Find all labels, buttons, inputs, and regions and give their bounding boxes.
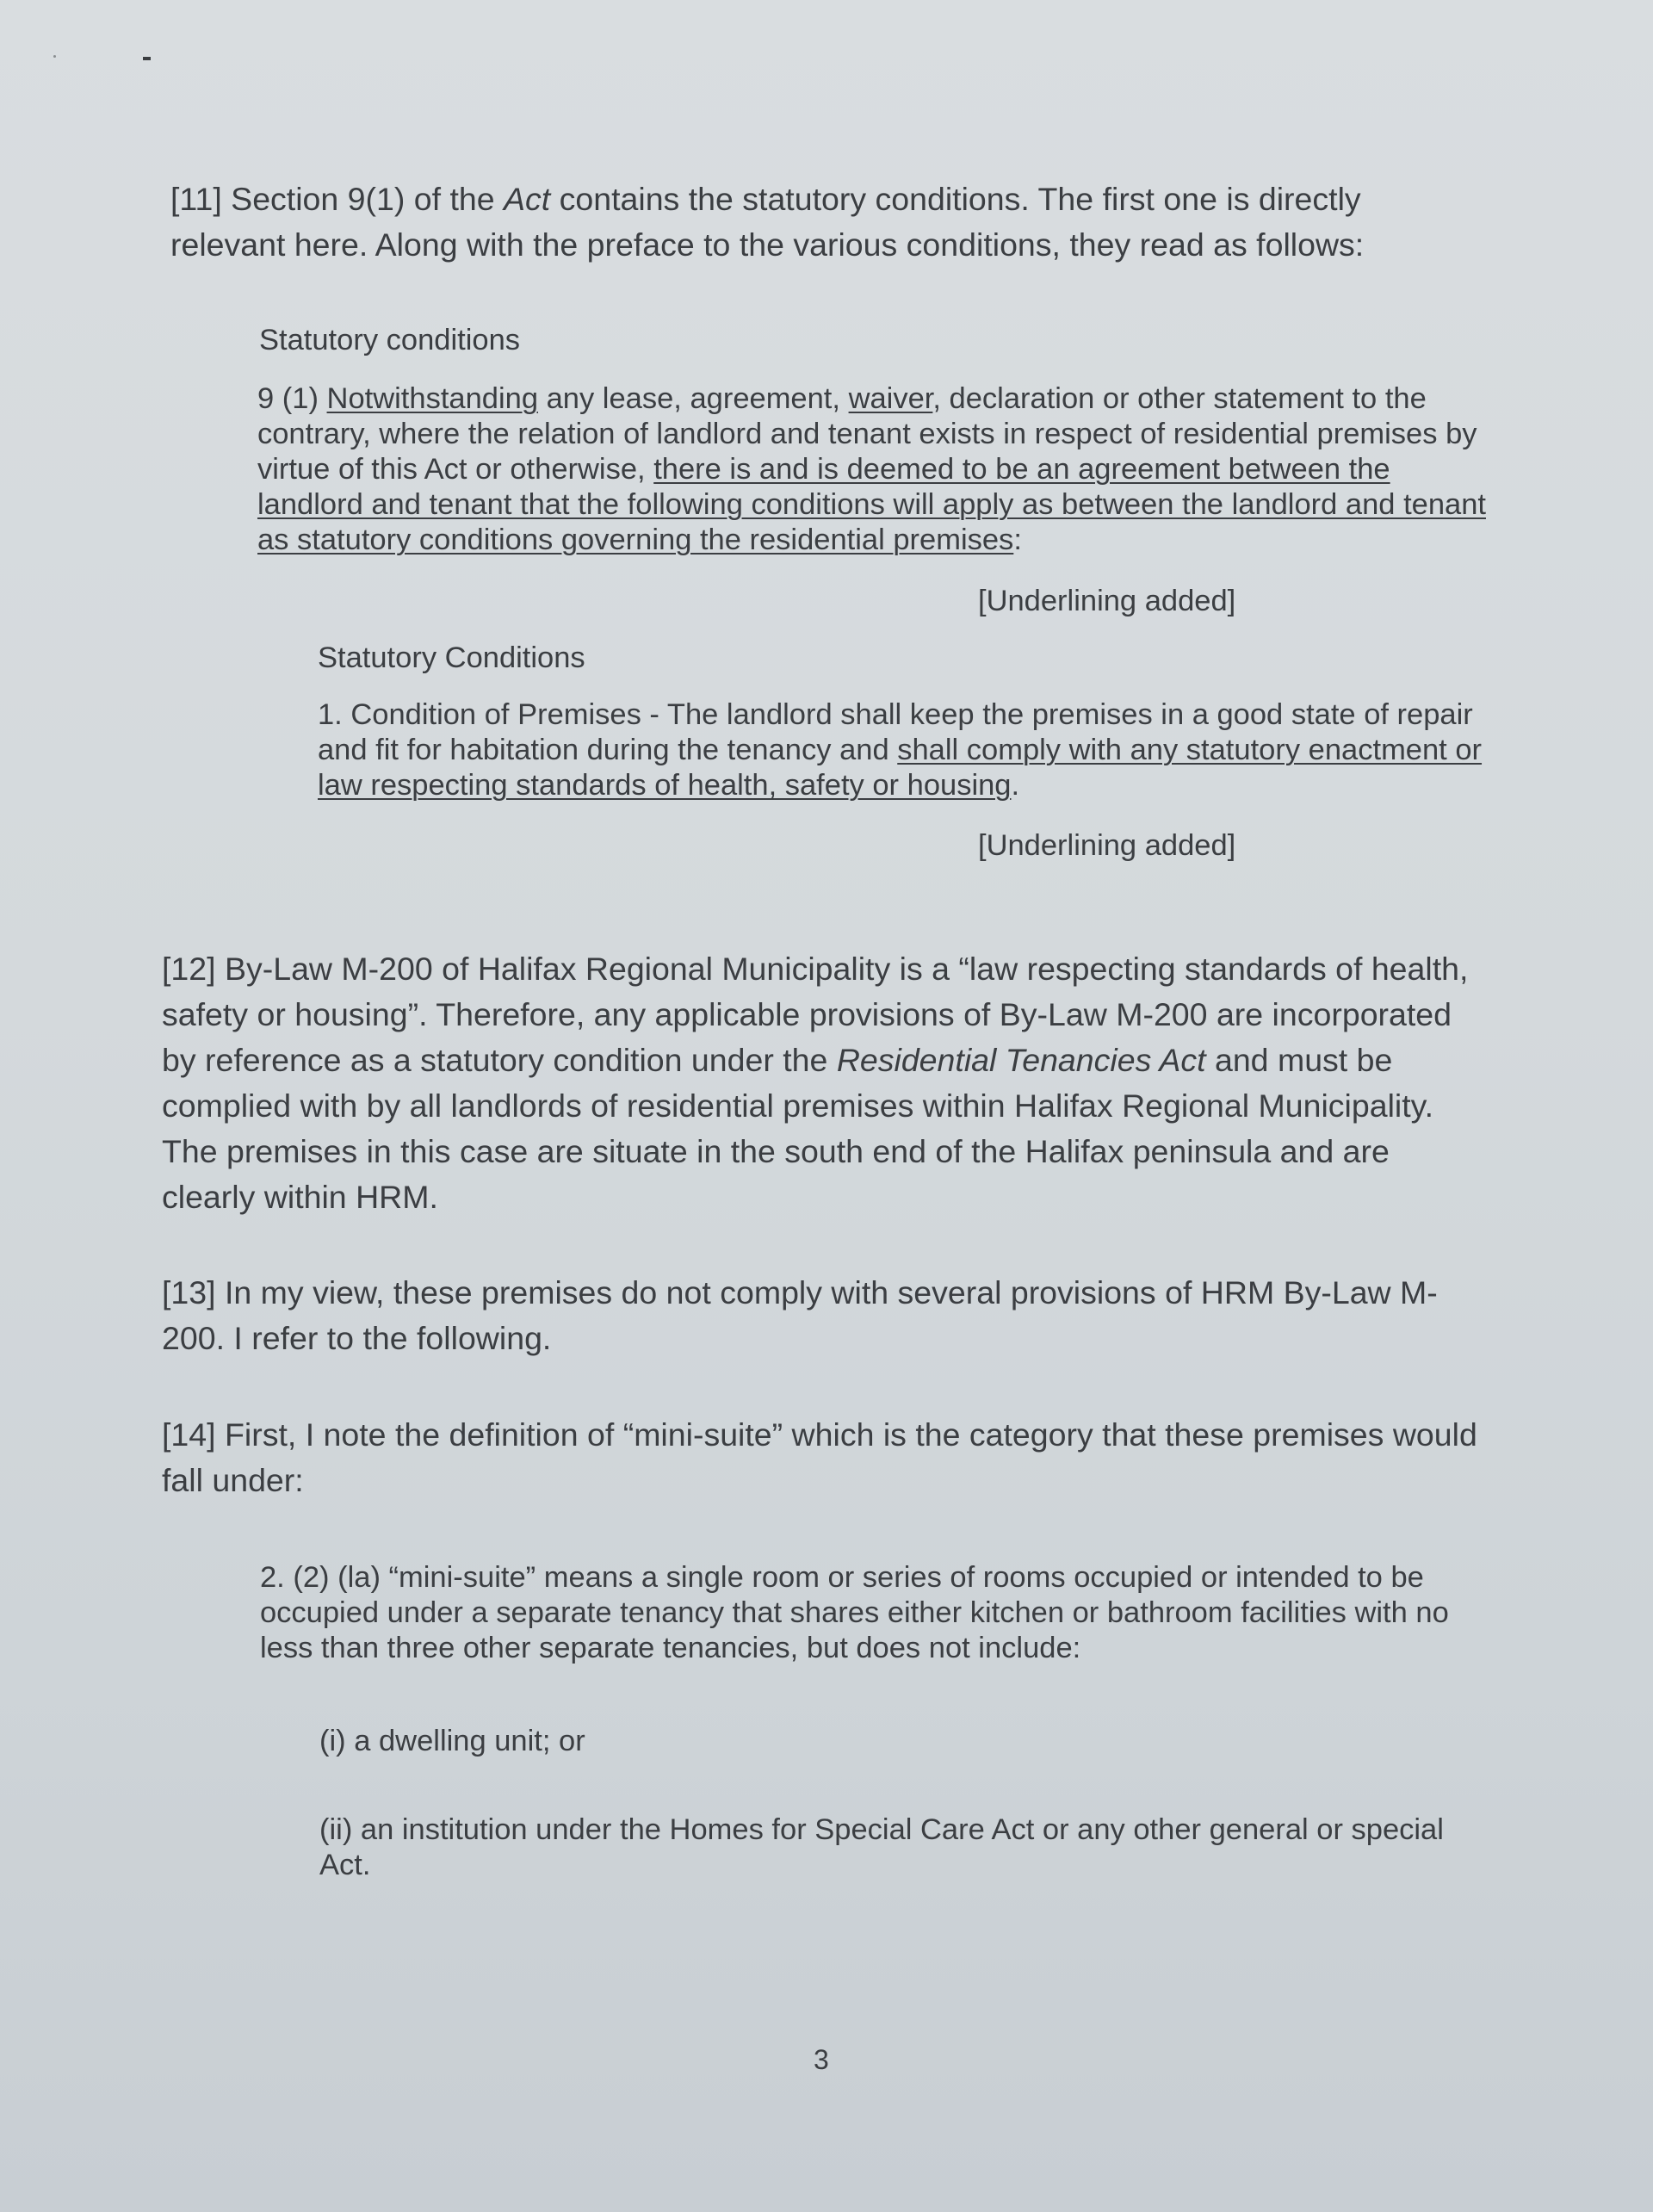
act-title: Act <box>504 181 551 217</box>
scan-speck <box>143 57 151 60</box>
underlining-added-note <box>978 584 1322 619</box>
quote-item-text: (i) a dwelling unit; or <box>319 1725 585 1757</box>
paragraph-11-text: contains the statutory conditions. The first one is directly relevant here. Along with the preface to the various conditions, they read as follows: <box>170 181 1365 263</box>
quote-text: . <box>1011 769 1020 802</box>
underlined-text: waiver <box>848 382 933 415</box>
quote-heading-text: Statutory Conditions <box>318 641 585 674</box>
quote-text: , declaration or other statement to the contrary, where the relation of landlord and tenant exists in respect of residential premises by virtue of this Act or otherwise, <box>257 382 1477 486</box>
quote-text: 9 (1) <box>257 382 327 415</box>
paragraph-14-text: [14] First, I note the definition of “mini-suite” which is the category that these premises would fall under: <box>162 1416 1477 1498</box>
act-title: Residential Tenancies Act <box>836 1042 1206 1078</box>
underlining-added-note-2 <box>978 828 1322 864</box>
paragraph-13 <box>162 1270 1488 1361</box>
underlined-text: there is and is deemed to be an agreement between the landlord and tenant that the following conditions will apply as between the landlord and tenant as statutory conditions governing the residential premises <box>257 453 1486 556</box>
quote-text: 2. (2) (la) “mini-suite” means a single room or series of rooms occupied or intended to be occupied under a separate tenancy that shares either kitchen or bathroom facilities with no less than three other separate tenancies, but does not include: <box>260 1561 1449 1664</box>
note-text: [Underlining added] <box>978 585 1236 617</box>
paragraph-12 <box>162 946 1488 1220</box>
quote-heading-statutory-conditions <box>259 323 1482 358</box>
quote-mini-suite-definition <box>260 1560 1500 1666</box>
quote-section-9-1 <box>257 381 1497 558</box>
page-number-text: 3 <box>814 2044 829 2075</box>
paragraph-11-text: [11] Section 9(1) of the <box>170 181 505 217</box>
note-text: [Underlining added] <box>978 829 1236 862</box>
page-number <box>814 2042 865 2077</box>
paragraph-12-text: and must be complied with by all landlords of residential premises within Halifax Regional Municipality. The premises in this case are situate in the south end of the Halifax peninsula and are clearly within HRM. <box>162 1042 1434 1215</box>
quote-item-i <box>319 1724 1490 1759</box>
quote-item-ii <box>319 1812 1456 1883</box>
paragraph-14 <box>162 1412 1488 1503</box>
underlined-text: shall comply with any statutory enactment or law respecting standards of health, safety or housing <box>318 734 1483 802</box>
quote-text: : <box>1013 524 1022 556</box>
quote-condition-of-premises <box>318 697 1489 803</box>
quote-text: 1. Condition of Premises - The landlord shall keep the premises in a good state of repair and fit for habitation during the tenancy and <box>318 698 1473 766</box>
quote-item-text: (ii) an institution under the Homes for Special Care Act or any other general or special Act. <box>319 1813 1444 1881</box>
scan-speck <box>53 55 56 58</box>
quote-text: any lease, agreement, <box>538 382 849 415</box>
paragraph-13-text: [13] In my view, these premises do not comply with several provisions of HRM By-Law M-200. I refer to the following. <box>162 1274 1438 1356</box>
quote-heading-text: Statutory conditions <box>259 324 521 356</box>
paragraph-12-text: [12] By-Law M-200 of Halifax Regional Municipality is a “law respecting standards of health, safety or housing”. Therefore, any applicable provisions of By-Law M-200 are incorporated by reference as a statutory condition under the <box>162 951 1469 1078</box>
underlined-text: Notwithstanding <box>326 382 539 415</box>
paragraph-11 <box>170 177 1479 268</box>
quote-heading-statutory-conditions-2 <box>318 641 1437 676</box>
